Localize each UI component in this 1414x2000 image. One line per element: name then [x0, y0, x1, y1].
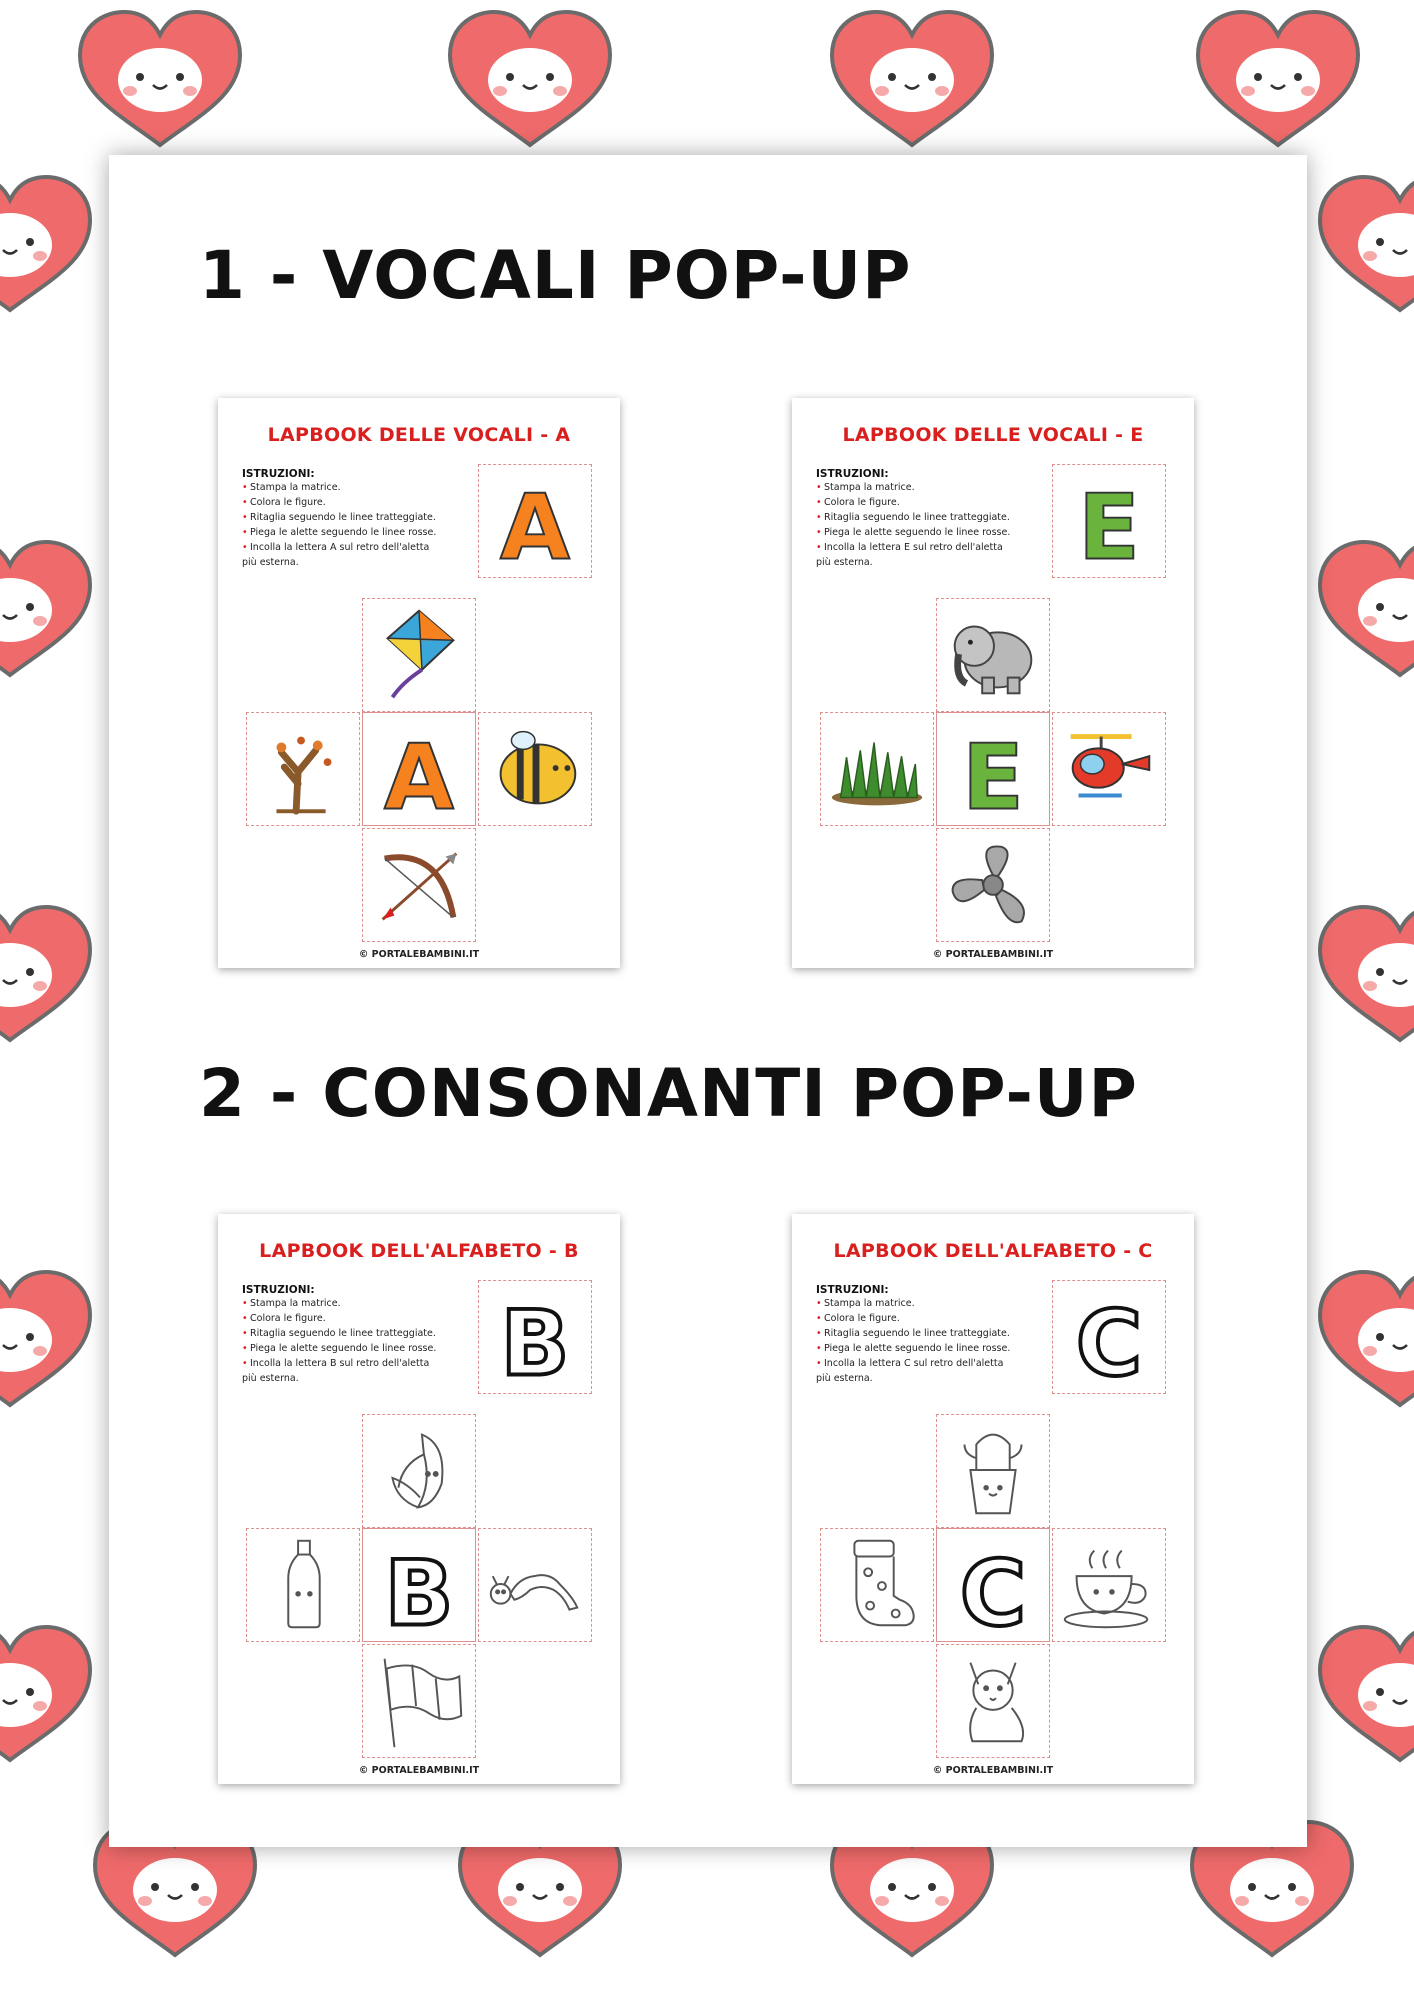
center-letter-glyph: C — [959, 1541, 1027, 1641]
center-letter-glyph: E — [962, 725, 1024, 825]
letter-tile — [1052, 1280, 1166, 1394]
section-title-consonants: 2 - CONSONANTI POP-UP — [199, 1055, 1138, 1132]
instruction-step: • Colora le figure. — [816, 495, 1046, 510]
center-letter-tile — [362, 712, 476, 826]
tree-icon — [246, 712, 360, 826]
instruction-step: • Colora le figure. — [242, 495, 472, 510]
card-footer: © PORTALEBAMBINI.IT — [358, 949, 480, 960]
center-letter-glyph: A — [384, 725, 454, 825]
letter-glyph: C — [1075, 1291, 1143, 1393]
instruction-step: • Stampa la matrice. — [816, 480, 1046, 495]
instruction-step-continued: più esterna. — [242, 1373, 299, 1384]
card-footer: © PORTALEBAMBINI.IT — [932, 1765, 1054, 1776]
instruction-step-continued: più esterna. — [816, 1373, 873, 1384]
section-title-vowels: 1 - VOCALI POP-UP — [199, 237, 912, 314]
letter-tile — [1052, 464, 1166, 578]
instruction-step: • Ritaglia seguendo le linee tratteggiate. — [242, 510, 472, 525]
elephant-icon — [936, 598, 1050, 712]
instruction-step: • Incolla la lettera C sul retro dell'aletta — [816, 1356, 1046, 1371]
instruction-step: • Incolla la lettera B sul retro dell'aletta — [242, 1356, 472, 1371]
lapbook-card-a — [218, 398, 620, 968]
instruction-step: • Incolla la lettera E sul retro dell'aletta — [816, 540, 1046, 555]
instructions-heading: ISTRUZIONI: — [242, 1284, 315, 1296]
sock-icon — [820, 1528, 934, 1642]
grass-icon — [820, 712, 934, 826]
dog-icon — [936, 1644, 1050, 1758]
bottle-icon — [246, 1528, 360, 1642]
instructions-heading: ISTRUZIONI: — [816, 468, 889, 480]
card-title: LAPBOOK DELLE VOCALI - A — [267, 424, 571, 446]
instruction-step: • Stampa la matrice. — [242, 480, 472, 495]
caterpillar-icon — [478, 1528, 592, 1642]
instruction-step: • Piega le alette seguendo le linee rosse. — [816, 1341, 1046, 1356]
center-letter-glyph: B — [384, 1541, 454, 1641]
bow-arrow-icon — [362, 828, 476, 942]
card-title: LAPBOOK DELL'ALFABETO - C — [833, 1240, 1153, 1262]
card-title: LAPBOOK DELL'ALFABETO - B — [259, 1240, 579, 1262]
instruction-step: • Piega le alette seguendo le linee rosse. — [816, 525, 1046, 540]
instruction-step-continued: più esterna. — [242, 557, 299, 568]
bee-icon — [478, 712, 592, 826]
center-letter-tile — [936, 712, 1050, 826]
instructions — [242, 1284, 472, 1386]
helicopter-icon — [1052, 712, 1166, 826]
instructions-heading: ISTRUZIONI: — [816, 1284, 889, 1296]
instructions — [816, 1284, 1046, 1386]
instruction-step: • Stampa la matrice. — [816, 1296, 1046, 1311]
letter-tile — [478, 1280, 592, 1394]
instruction-step: • Piega le alette seguendo le linee rosse. — [242, 525, 472, 540]
lapbook-card-b — [218, 1214, 620, 1784]
center-letter-tile — [362, 1528, 476, 1642]
card-footer: © PORTALEBAMBINI.IT — [358, 1765, 480, 1776]
letter-tile — [478, 464, 592, 578]
instruction-step: • Ritaglia seguendo le linee tratteggiate. — [242, 1326, 472, 1341]
instruction-step-continued: più esterna. — [816, 557, 873, 568]
instructions-heading: ISTRUZIONI: — [242, 468, 315, 480]
lapbook-card-e — [792, 398, 1194, 968]
card-title: LAPBOOK DELLE VOCALI - E — [842, 424, 1144, 446]
letter-glyph: B — [500, 1291, 570, 1393]
instruction-step: • Colora le figure. — [242, 1311, 472, 1326]
instruction-step: • Colora le figure. — [816, 1311, 1046, 1326]
letter-glyph: A — [500, 475, 570, 577]
cactus-icon — [936, 1414, 1050, 1528]
center-letter-tile — [936, 1528, 1050, 1642]
instructions — [242, 468, 472, 570]
lapbook-card-c — [792, 1214, 1194, 1784]
kite-icon — [362, 598, 476, 712]
instructions — [816, 468, 1046, 570]
instruction-step: • Piega le alette seguendo le linee rosse. — [242, 1341, 472, 1356]
card-footer: © PORTALEBAMBINI.IT — [932, 949, 1054, 960]
instruction-step: • Incolla la lettera A sul retro dell'aletta — [242, 540, 472, 555]
instruction-step: • Ritaglia seguendo le linee tratteggiate. — [816, 510, 1046, 525]
white-sheet — [109, 155, 1307, 1847]
cup-icon — [1052, 1528, 1166, 1642]
flag-icon — [362, 1644, 476, 1758]
fan-icon — [936, 828, 1050, 942]
letter-glyph: E — [1078, 475, 1140, 577]
instruction-step: • Stampa la matrice. — [242, 1296, 472, 1311]
banana-icon — [362, 1414, 476, 1528]
instruction-step: • Ritaglia seguendo le linee tratteggiate. — [816, 1326, 1046, 1341]
